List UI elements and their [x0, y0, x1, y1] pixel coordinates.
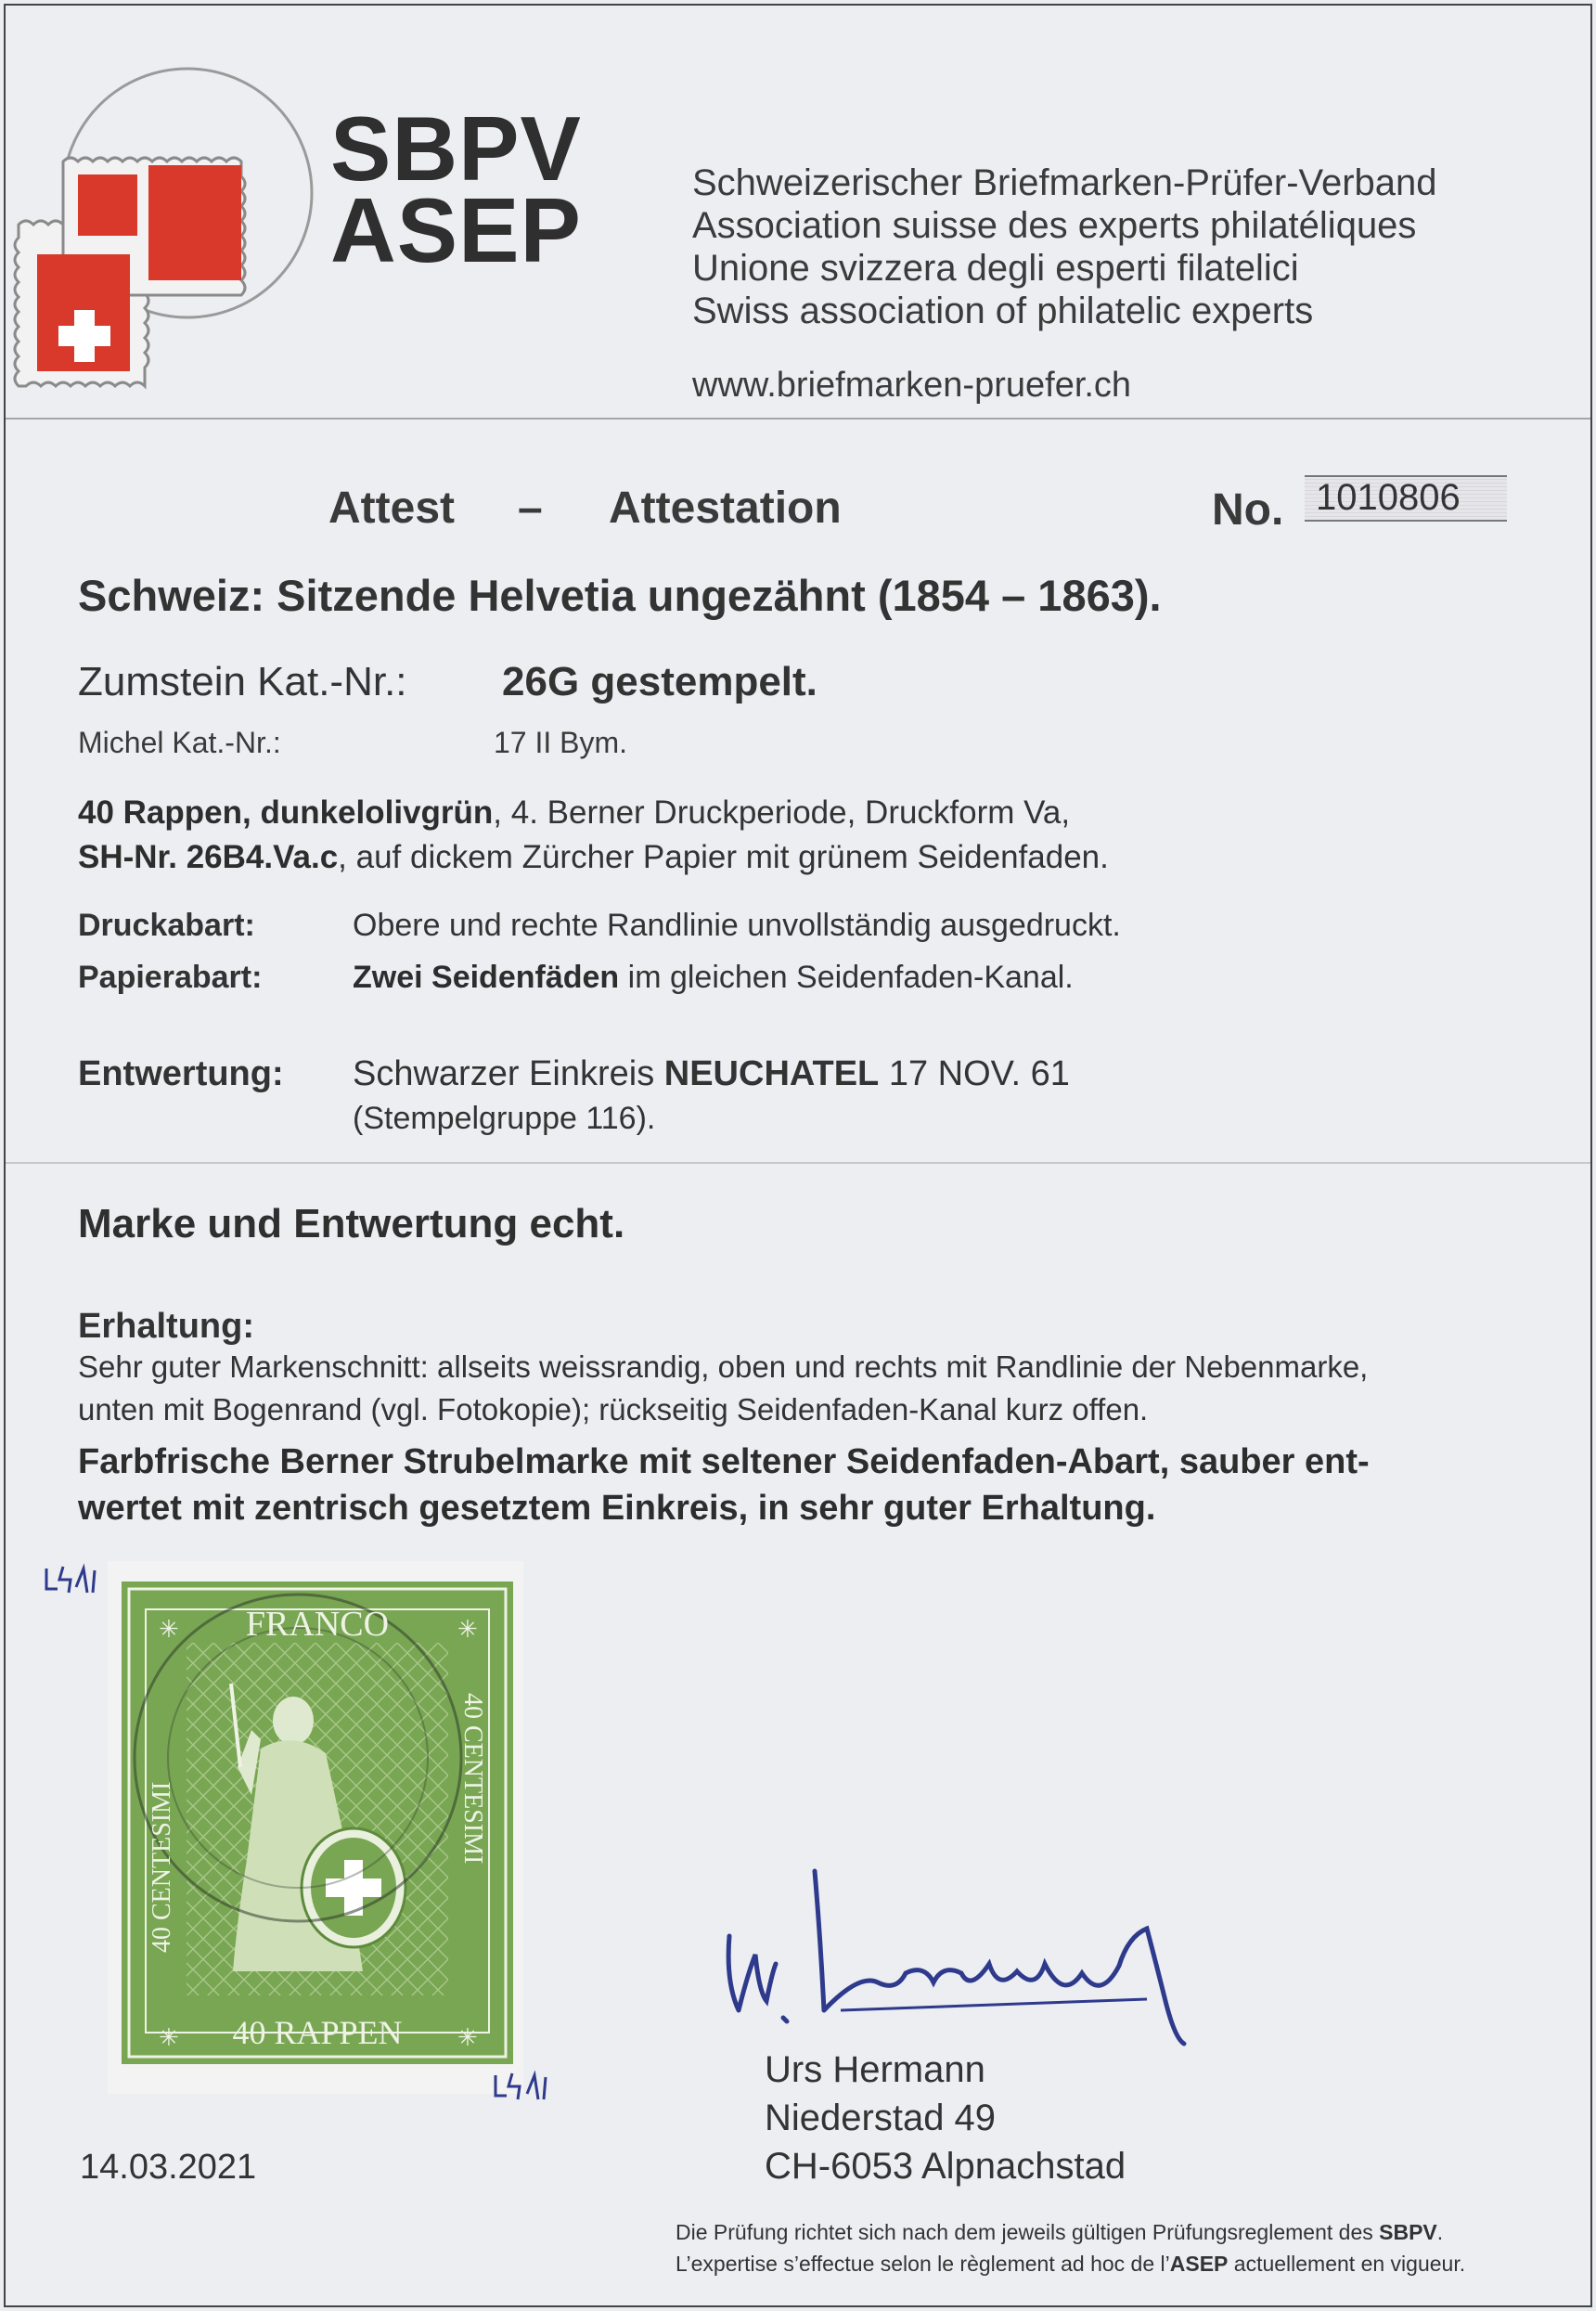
association-name-en: Swiss association of philatelic experts [692, 290, 1314, 331]
svg-text:✳: ✳ [457, 2024, 478, 2052]
footer-line-2-asep: ASEP [1169, 2252, 1229, 2276]
footer-line-2-end: actuellement en vigueur. [1228, 2252, 1466, 2276]
expert-street: Niederstad 49 [765, 2098, 997, 2138]
print-period: , 4. Berner Druckperiode, Druckform Va, [493, 794, 1071, 831]
erhaltung-line-2: unten mit Bogenrand (vgl. Fotokopie); rückseitig Seidenfaden-Kanal kurz offen. [78, 1392, 1149, 1427]
stamp-top-text: FRANCO [245, 1605, 390, 1644]
summary-line-2: wertet mit zentrisch gesetztem Einkreis, in sehr guter Erhaltung. [78, 1489, 1156, 1528]
entwertung-label: Entwertung: [78, 1054, 284, 1093]
association-name-it: Unione svizzera degli esperti filatelici [692, 248, 1299, 289]
brand-asep: ASEP [330, 179, 582, 281]
brand-sbpv: SBPV [330, 97, 582, 200]
header-divider [6, 418, 1590, 420]
attest-dash: – [518, 484, 543, 533]
zumstein-value: 26G gestempelt. [502, 659, 817, 704]
association-name-de: Schweizerischer Briefmarken-Prüfer-Verband [692, 162, 1437, 203]
stamp-right-text: 40 CENTESIMI [458, 1693, 487, 1865]
description-line-2 [78, 839, 1109, 876]
svg-text:✳: ✳ [159, 1616, 179, 1644]
attestation-label: Attestation [609, 484, 842, 533]
association-name-fr: Association suisse des experts philatéliques [692, 205, 1417, 246]
druckabart-label: Druckabart: [78, 908, 255, 943]
entwertung-place: NEUCHATEL [663, 1054, 880, 1093]
entwertung-value [353, 1054, 1070, 1094]
footer-line-2-text: L’expertise s’effectue selon le règlement ad hoc de l’ [676, 2252, 1170, 2276]
entwertung-pre: Schwarzer Einkreis [353, 1054, 664, 1093]
footer-line-1-text: Die Prüfung richtet sich nach dem jeweils gültigen Prüfungsreglement des [676, 2220, 1380, 2244]
website-link[interactable]: www.briefmarken-pruefer.ch [692, 366, 1132, 405]
sbpv-logo-icon [9, 61, 325, 405]
sh-number: SH-Nr. 26B4.Va.c [78, 839, 339, 875]
erhaltung-label: Erhaltung: [78, 1307, 254, 1346]
footer-line-1-end: . [1436, 2220, 1444, 2244]
papierabart-bold: Zwei Seidenfäden [353, 960, 620, 995]
papierabart-rest: im gleichen Seidenfaden-Kanal. [619, 960, 1074, 995]
description-line-1 [78, 794, 1070, 832]
pencil-mark-top-icon [41, 1561, 100, 1598]
papierabart-value [353, 960, 1074, 996]
paper-description: , auf dickem Zürcher Papier mit grünem Seidenfaden. [338, 839, 1109, 875]
certificate-date: 14.03.2021 [80, 2148, 257, 2187]
stamp-bottom-text: 40 RAPPEN [232, 2014, 403, 2051]
verdict: Marke und Entwertung echt. [78, 1201, 625, 1246]
michel-label: Michel Kat.-Nr.: [78, 726, 281, 759]
expert-name: Urs Hermann [765, 2049, 985, 2090]
svg-text:✳: ✳ [457, 1616, 478, 1644]
number-label: No. [1212, 485, 1284, 535]
entwertung-group: (Stempelgruppe 116). [353, 1101, 656, 1136]
michel-value: 17 II Bym. [494, 726, 628, 759]
entwertung-date: 17 NOV. 61 [879, 1054, 1070, 1093]
denomination: 40 Rappen, dunkelolivgrün [78, 794, 494, 831]
druckabart-value: Obere und rechte Randlinie unvollständig ausgedruckt. [353, 908, 1121, 943]
certificate-frame [4, 4, 1592, 2307]
summary-line-1: Farbfrische Berner Strubelmarke mit seltener Seidenfaden-Abart, sauber ent- [78, 1442, 1370, 1481]
erhaltung-line-1: Sehr guter Markenschnitt: allseits weissrandig, oben und rechts mit Randlinie der Nebenmarke, [78, 1349, 1369, 1384]
expert-signature [711, 1862, 1230, 2047]
footer-line-1-sbpv: SBPV [1379, 2220, 1437, 2244]
stamp-image [122, 1582, 513, 2064]
stamp-left-text: 40 CENTESIMI [148, 1781, 176, 1953]
pencil-mark-bottom-icon [490, 2068, 555, 2105]
certificate-number: 1010806 [1316, 477, 1461, 518]
svg-text:✳: ✳ [159, 2024, 179, 2052]
expert-city: CH-6053 Alpnachstad [765, 2146, 1126, 2187]
fold-divider [6, 1162, 1590, 1164]
certificate-title: Schweiz: Sitzende Helvetia ungezähnt (1854 – 1863). [78, 571, 1162, 620]
footer-line-1 [676, 2220, 1443, 2245]
zumstein-label: Zumstein Kat.-Nr.: [78, 659, 407, 704]
footer-line-2 [676, 2252, 1465, 2277]
attest-label: Attest [328, 484, 456, 533]
papierabart-label: Papierabart: [78, 960, 263, 995]
